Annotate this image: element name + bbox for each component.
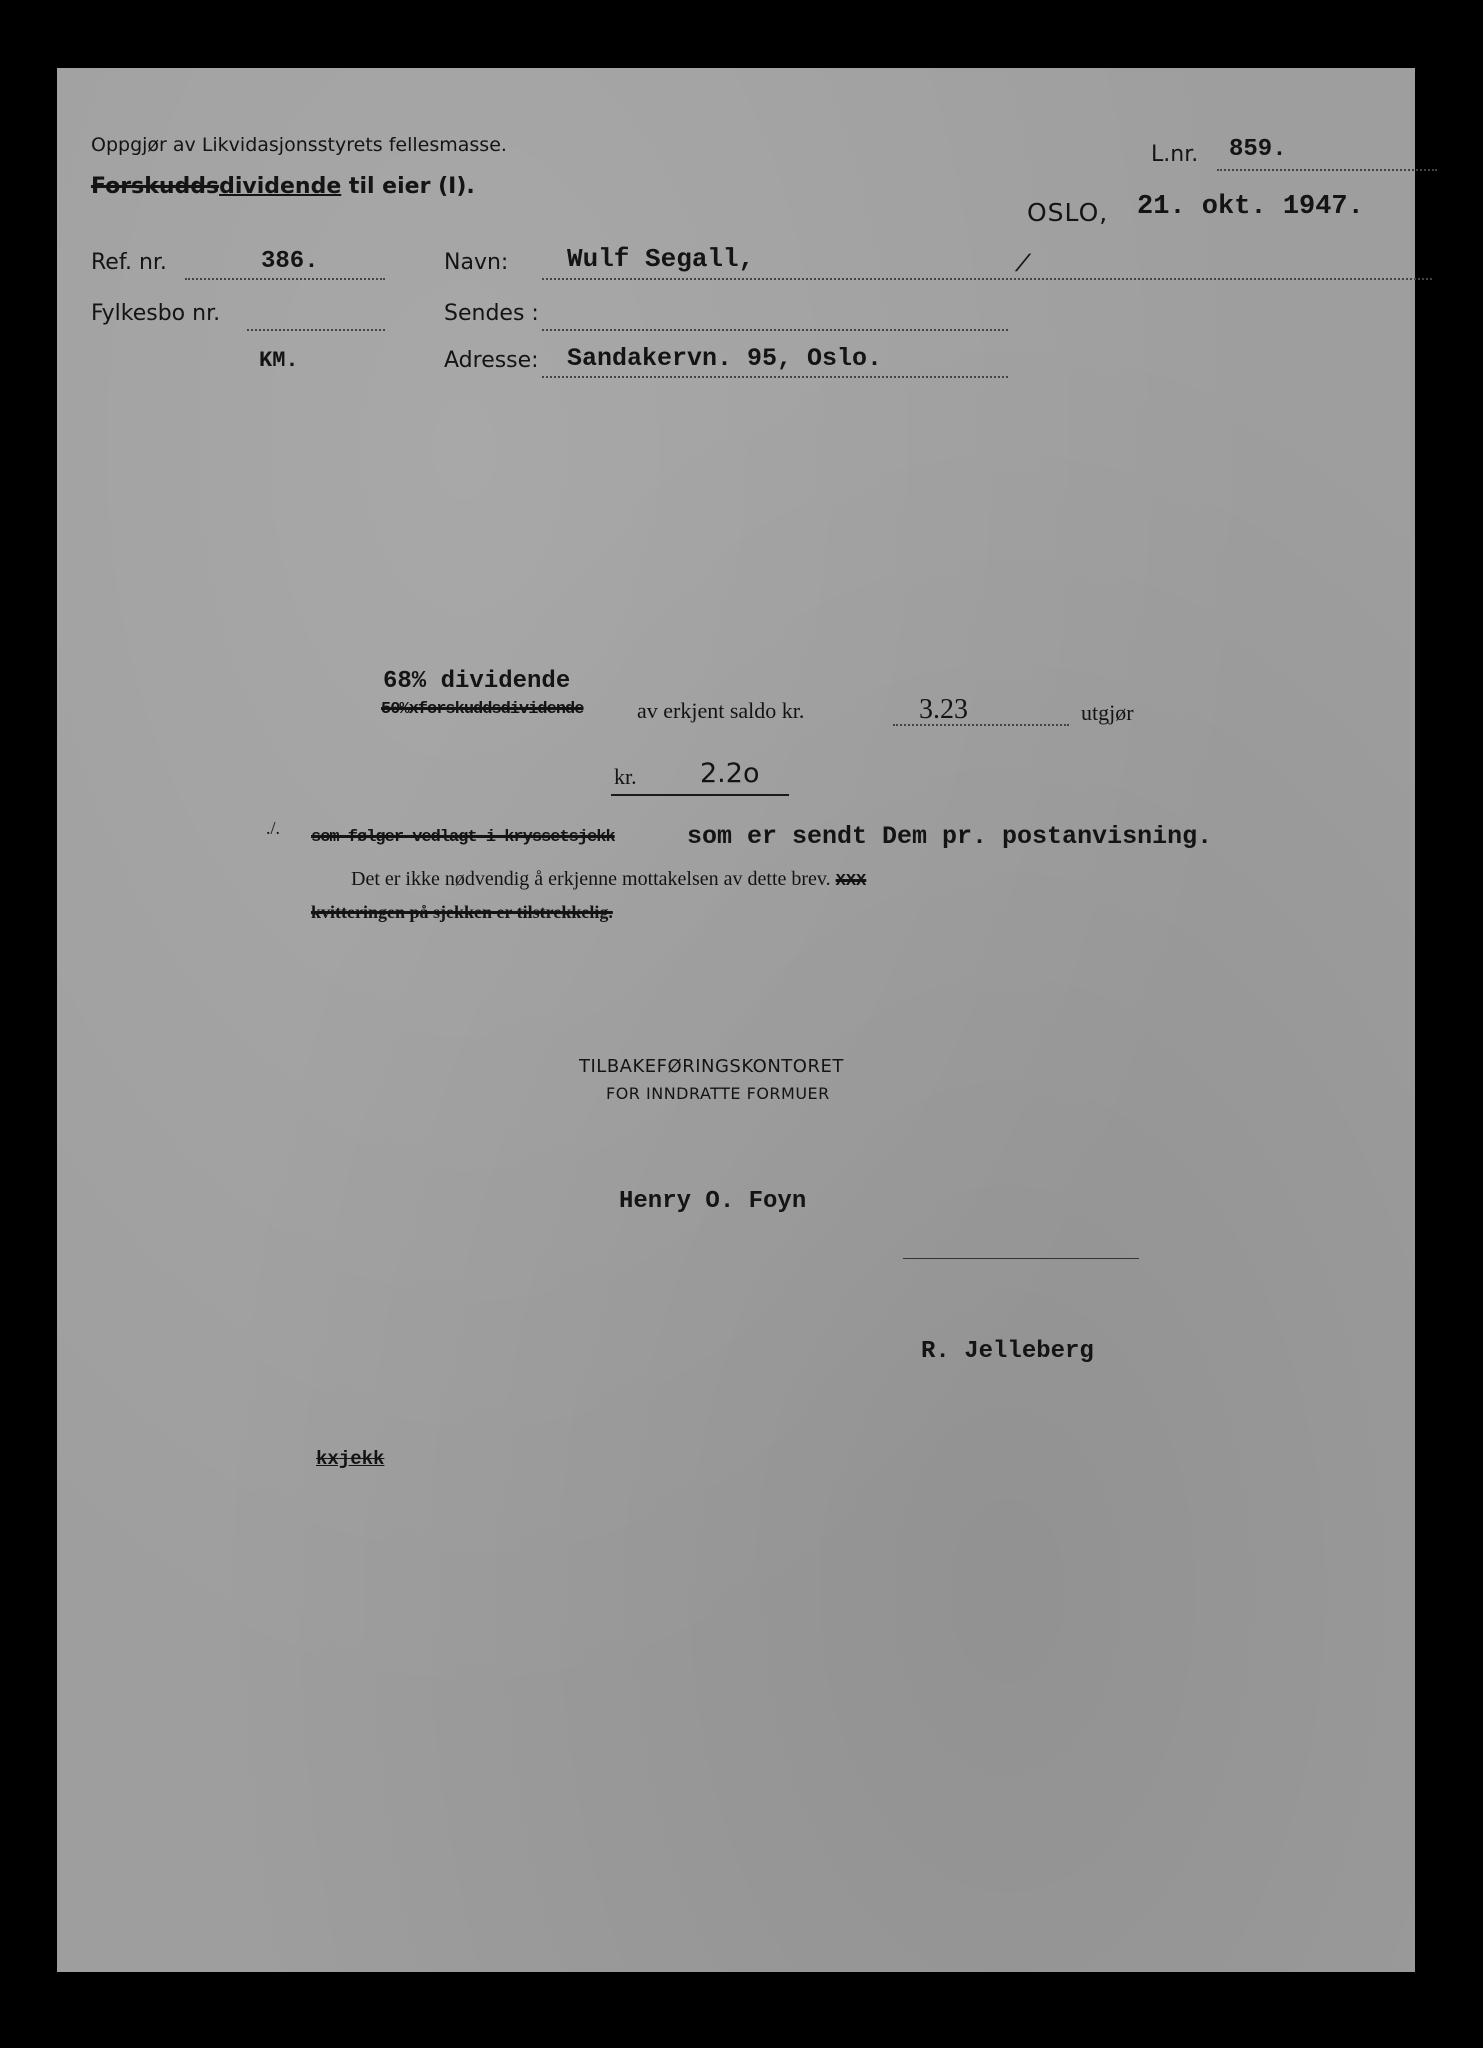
dividende-word: dividende	[219, 174, 342, 199]
recipient-name: Wulf Segall,	[567, 244, 755, 274]
fylkesbo-label: Fylkesbo nr.	[91, 301, 221, 326]
ref-label: Ref. nr.	[91, 250, 167, 275]
struck-receipt-line: kvitteringen på sjekken er tilstrekkelig.	[311, 902, 613, 922]
document-page	[57, 68, 1415, 1972]
office-code: KM.	[259, 348, 299, 373]
signer-2: R. Jelleberg	[921, 1338, 1094, 1365]
navn-label: Navn:	[444, 250, 509, 275]
adresse-label: Adresse:	[444, 348, 539, 373]
header-title: Oppgjør av Likvidasjonsstyrets fellesmasse.	[91, 134, 507, 156]
dividend-typed: 68% dividende	[383, 668, 571, 695]
slash-mark: /	[1011, 252, 1034, 279]
recipient-address: Sandakervn. 95, Oslo.	[567, 344, 883, 373]
lnr-value: 859.	[1229, 136, 1287, 163]
struck-forskudds: Forskudds	[91, 174, 220, 199]
saldo-amount: 3.23	[919, 694, 968, 725]
saldo-dotted-line	[893, 724, 1069, 726]
struck-footer-word: kxjekk	[316, 1448, 385, 1470]
signer-1: Henry O. Foyn	[619, 1188, 807, 1215]
saldo-text: av erkjent saldo kr.	[637, 698, 805, 723]
enclosure-mark: ./.	[266, 818, 281, 838]
fylkesbo-dotted-line	[247, 329, 385, 331]
kr-underline	[611, 794, 789, 796]
office-name-line2: FOR INNDRATTE FORMUER	[606, 1084, 830, 1103]
signature-line	[903, 1258, 1139, 1259]
lnr-label: L.nr.	[1151, 142, 1199, 167]
kr-label: kr.	[614, 764, 637, 789]
kr-amount: 2.2o	[700, 758, 760, 789]
utgjor-text: utgjør	[1081, 700, 1134, 725]
ref-value: 386.	[261, 248, 319, 275]
lnr-dotted-line	[1217, 169, 1437, 171]
adresse-dotted-line	[542, 376, 1008, 378]
struck-xxx: XXX	[835, 872, 867, 891]
acknowledgement-notice	[351, 868, 866, 891]
sendes-dotted-line	[542, 329, 1008, 331]
struck-cheque-text: som følger vedlagt i kryssetsjekk	[311, 828, 615, 847]
office-name-line1: TILBAKEFØRINGSKONTORET	[579, 1056, 844, 1077]
header-subtitle	[91, 174, 475, 199]
sendes-label: Sendes :	[444, 301, 539, 326]
notice-text: Det er ikke nødvendig å erkjenne mottakelsen av dette brev.	[351, 868, 831, 890]
struck-forskudd-dividend: 50%xforskuddsdividende	[381, 700, 584, 719]
navn-dotted-line	[542, 278, 1432, 280]
city-label: OSLO,	[1027, 198, 1109, 227]
letter-date: 21. okt. 1947.	[1137, 192, 1364, 222]
til-eier-text: til eier (I).	[341, 174, 475, 199]
postal-order-text: som er sendt Dem pr. postanvisning.	[687, 822, 1213, 851]
ref-dotted-line	[185, 278, 385, 280]
